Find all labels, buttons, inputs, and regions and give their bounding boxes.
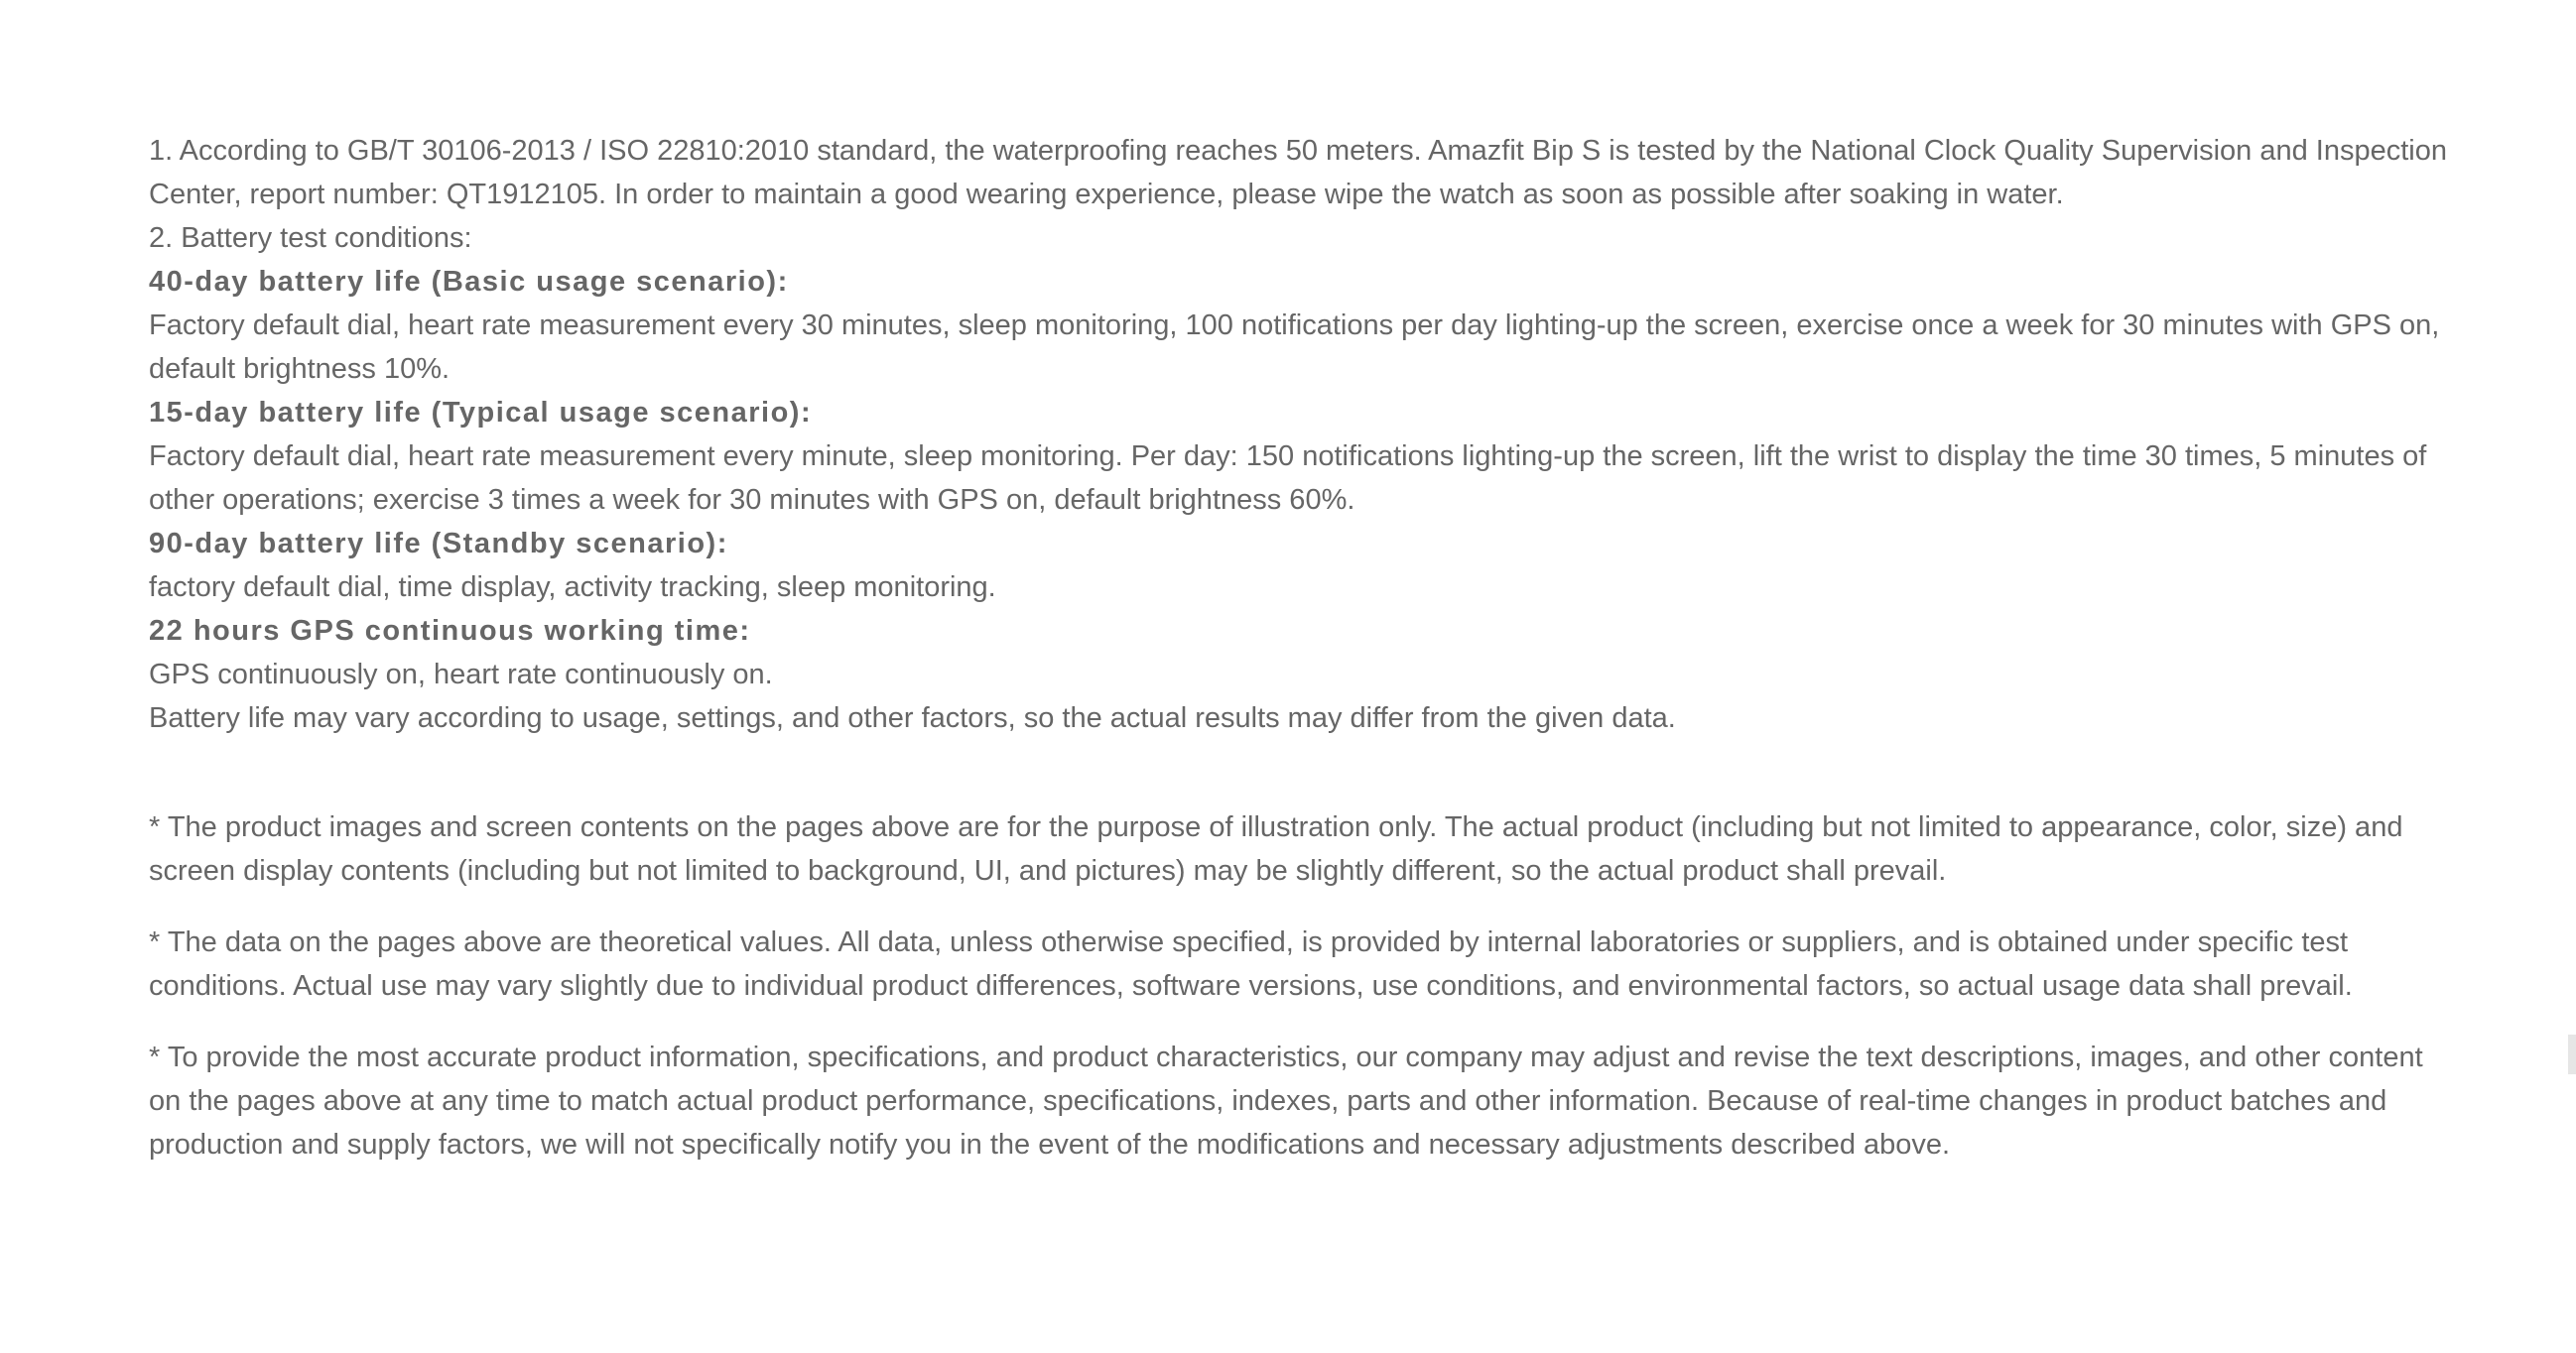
scenario-heading-standby: 90-day battery life (Standby scenario): bbox=[149, 528, 728, 559]
scenario-body-gps: GPS continuously on, heart rate continuously on. bbox=[149, 659, 773, 690]
disclaimer-list bbox=[149, 805, 2451, 1167]
spec-notes bbox=[149, 129, 2451, 740]
disclaimer-illustration: * The product images and screen contents on the pages above are for the purpose of illustration only. The actual product (including but not limited to appearance, color, size) and screen display contents (including but not limited to background, UI, and pictures) may be slightly different, so the actual product shall prevail. bbox=[149, 811, 2403, 887]
battery-intro: 2. Battery test conditions: bbox=[149, 222, 472, 254]
scenario-heading-typical: 15-day battery life (Typical usage scenario): bbox=[149, 397, 813, 429]
disclaimer-revisions: * To provide the most accurate product information, specifications, and product characteristics, our company may adjust and revise the text descriptions, images, and other content on the pages above at any time to match actual product performance, specifications, indexes, parts and other information. Because of real-time changes in product batches and production and supply factors, we will not specifically notify you in the event of the modifications and necessary adjustments described above. bbox=[149, 1042, 2423, 1161]
scenario-body-standby: factory default dial, time display, activity tracking, sleep monitoring. bbox=[149, 571, 996, 603]
scenario-heading-gps: 22 hours GPS continuous working time: bbox=[149, 615, 751, 647]
footnotes-section bbox=[149, 129, 2451, 1194]
disclaimer-data: * The data on the pages above are theoretical values. All data, unless otherwise specified, is provided by internal laboratories or suppliers, and is obtained under specific test conditions. Actual use may vary slightly due to individual product differences, software versions, use conditions, and environmental factors, so actual usage data shall prevail. bbox=[149, 926, 2353, 1002]
side-scroll-tab[interactable] bbox=[2568, 1035, 2576, 1074]
scenario-heading-basic: 40-day battery life (Basic usage scenario): bbox=[149, 266, 789, 298]
scenario-body-basic: Factory default dial, heart rate measurement every 30 minutes, sleep monitoring, 100 notifications per day lighting-up the screen, exercise once a week for 30 minutes with GPS on, default brightness 10%. bbox=[149, 309, 2440, 385]
scenario-body-typical: Factory default dial, heart rate measurement every minute, sleep monitoring. Per day: 150 notifications lighting-up the screen, lift the wrist to display the time 30 times, 5 minutes of other operations; exercise 3 times a week for 30 minutes with GPS on, default brightness 60%. bbox=[149, 440, 2427, 516]
battery-disclaimer: Battery life may vary according to usage, settings, and other factors, so the actual results may differ from the given data. bbox=[149, 702, 1676, 734]
waterproof-note: 1. According to GB/T 30106-2013 / ISO 22810:2010 standard, the waterproofing reaches 50 meters. Amazfit Bip S is tested by the National Clock Quality Supervision and Inspection Center, report number: QT1912105. In order to maintain a good wearing experience, please wipe the watch as soon as possible after soaking in water. bbox=[149, 135, 2447, 210]
